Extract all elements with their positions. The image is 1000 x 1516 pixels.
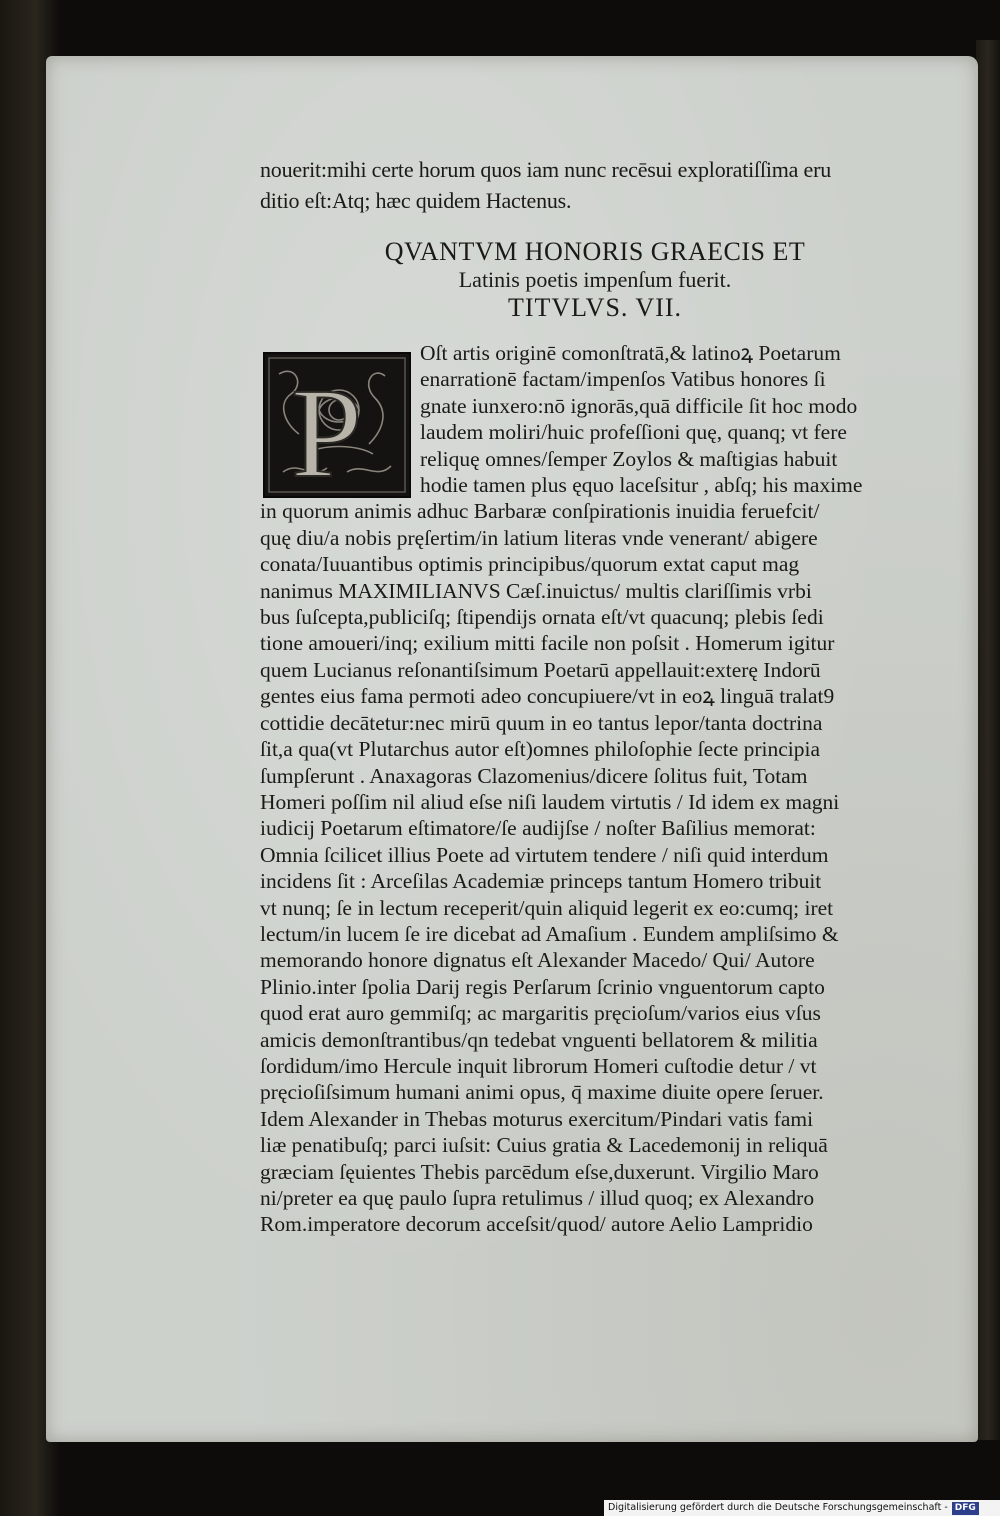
carryover-paragraph [260, 154, 950, 216]
text-line: quę diu/a nobis pręſertim/in latium literas vnde venerant/ abigere [260, 525, 818, 550]
text-line: Plinio.inter ſpolia Darij regis Perſarum ſcrinio vnguentorum capto [260, 974, 825, 999]
chapter-heading [295, 238, 895, 322]
text-line: liæ penatibuſq; parci iuſsit: Cuius gratia & Lacedemonij in reliquā [260, 1133, 828, 1158]
text-line: laudem moliri/huic profeſſioni quę, quanq; vt fere [420, 420, 847, 445]
text-line: ſumpſerunt . Anaxagoras Clazomenius/dicere ſolitus fuit, Totam [260, 763, 808, 788]
body-paragraph [260, 340, 950, 1238]
text-line: Idem Alexander in Thebas moturus exercitum/Pindari vatis fami [260, 1106, 814, 1131]
dfg-footer [604, 1500, 1000, 1516]
footer-text: Digitalisierung gefördert durch die Deutsche Forschungsgemeinschaft - [608, 1502, 948, 1513]
text-line: memorando honore dignatus eſt Alexander Macedo/ Qui/ Autore [260, 948, 815, 973]
text-line: gnate iunxero:nō ignorās,quā difficile ſit hoc modo [420, 393, 858, 418]
text-line: tione amoueri/inq; exilium mitti facile non poſsit . Homerum igitur [260, 631, 835, 656]
text-line: nanimus MAXIMILIANVS Cæſ.inuictus/ multis clariſſimis vrbi [260, 578, 812, 603]
text-line: Oſt artis originē comonſtratā,& latinoꝝ Poetarum [420, 341, 841, 365]
text-line: quem Lucianus reſonantiſsimum Poetarū appellauit:exterę Indorū [260, 657, 821, 682]
initial-letter: P [291, 362, 363, 496]
text-line: cottidie decātetur:nec mirū quum in eo tantus lepor/tanta doctrina [260, 710, 823, 735]
text-line: iudicij Poetarum eſtimatore/ſe audijſse / noſter Baſilius memorat: [260, 816, 816, 841]
heading-line-2: Latinis poetis impenſum fuerit. [458, 267, 732, 292]
text-line: Rom.imperatore decorum acceſsit/quod/ autore Aelio Lampridio [260, 1212, 813, 1237]
text-line: amicis demonſtrantibus/qn tedebat vnguenti bellatorem & militia [260, 1027, 818, 1052]
text-line: ſit,a qua(vt Plutarchus autor eſt)omnes philoſophie ſecte principia [260, 737, 821, 762]
text-line: enarrationē factam/impenſos Vatibus honores ſi [420, 367, 826, 392]
heading-line-1: QVANTVM HONORIS GRAECIS ET [384, 237, 806, 266]
text-line: ſordidum/imo Hercule inquit librorum Homeri cuſtodie detur / vt [260, 1053, 817, 1078]
text-line: lectum/in lucem ſe ire dicebat ad Amaſium . Eundem ampliſsimo & [260, 921, 839, 946]
text-line: conata/Iuuantibus optimis principibus/quorum extat caput mag [260, 552, 800, 577]
text-line: Omnia ſcilicet illius Poete ad virtutem tendere / niſi quid interdum [260, 842, 829, 867]
dfg-logo: DFG [952, 1502, 979, 1515]
text-line: Homeri poſſim nil aliud eſse niſi laudem virtutis / Id idem ex magni [260, 789, 840, 814]
page-text [260, 154, 950, 1238]
text-line: in quorum animis adhuc Barbaræ conſpirationis inuidia feruefcit/ [260, 499, 820, 524]
text-line: gentes eius fama permoti adeo concupiuere/vt in eoꝝ linguā tralat9 [260, 684, 835, 709]
chapter-number: TITVLVS. VII. [507, 293, 683, 322]
text-line: hodie tamen plus ęquo laceſsitur , abſq; his maxime [420, 473, 863, 498]
text-line: nouerit:mihi certe horum quos iam nunc recēsui exploratiſſima eru [260, 157, 832, 182]
text-line: vt nunq; ſe in lectum receperit/quin aliquid legerit ex eo:cumq; iret [260, 895, 834, 920]
text-line: reliquę omnes/ſemper Zoylos & maſtigias habuit [420, 446, 838, 471]
text-line: pręcioſiſsimum humani animi opus, q̄ maxime diuite opere ſeruer. [260, 1080, 824, 1105]
text-line: ditio eſt:Atq; hæc quidem Hactenus. [260, 188, 572, 213]
text-line: bus ſuſcepta,publiciſq; ſtipendijs ornata eſt/vt quacunq; plebis ſedi [260, 605, 824, 630]
text-line: incidens ſit : Arceſilas Academiæ princeps tantum Homero tribuit [260, 869, 822, 894]
page-edge [976, 40, 1000, 1440]
text-line: quod erat auro gemmiſq; ac margaritis pręcioſum/varios eius vſus [260, 1001, 821, 1026]
text-line: ni/preter ea quę paulo ſupra retulimus / illud quoq; ex Alexandro [260, 1186, 815, 1210]
text-line: græciam ſęuientes Thebis parcēdum eſse,duxerunt. Virgilio Maro [260, 1159, 819, 1184]
